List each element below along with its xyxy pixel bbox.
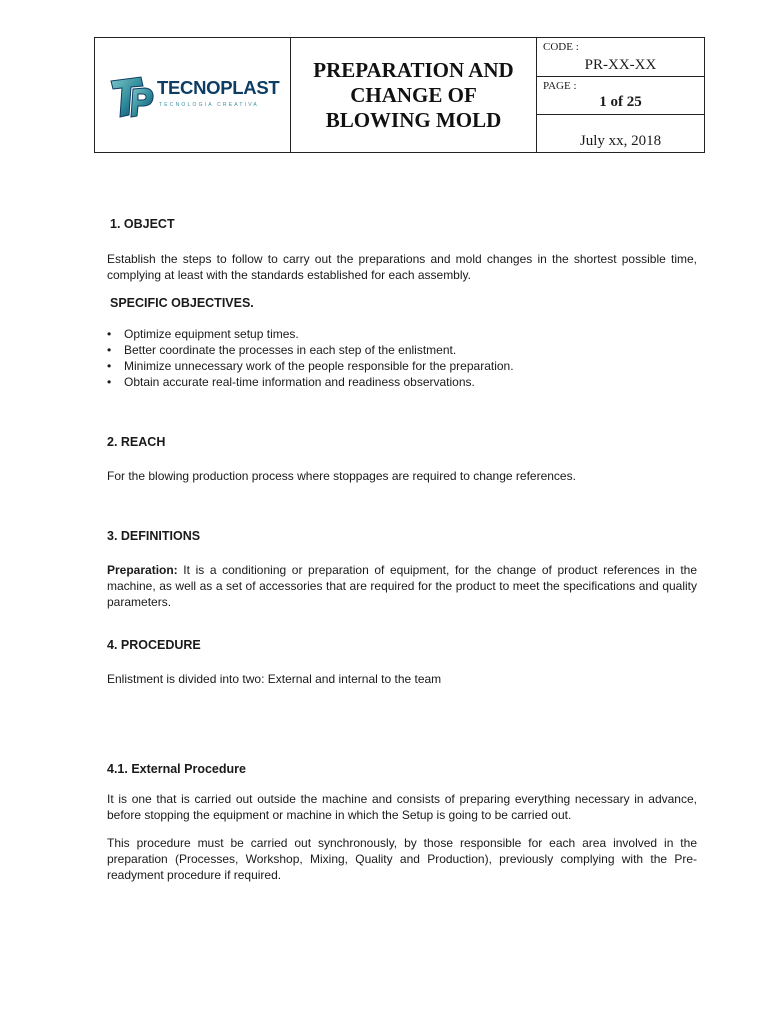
- date-box: [537, 115, 704, 152]
- external-procedure-heading: 4.1. External Procedure: [107, 762, 246, 776]
- document-title: [291, 38, 537, 152]
- logo-cell: [95, 38, 291, 152]
- tecnoplast-logo: [107, 73, 285, 121]
- specific-objectives-heading: SPECIFIC OBJECTIVES.: [110, 296, 254, 310]
- list-item: • Obtain accurate real-time information and readiness observations.: [107, 374, 697, 390]
- page-label: PAGE :: [543, 80, 577, 92]
- definitions-heading: 3. DEFINITIONS: [107, 529, 201, 543]
- definitions-text: [107, 562, 697, 610]
- external-procedure-paragraph-1: It is one that is carried out outside the machine and consists of preparing everything necessary in advance, before stopping the equipment or machine in which the Setup is going to be carried out.: [107, 792, 697, 822]
- code-value: PR-XX-XX: [584, 57, 657, 73]
- code-box: [537, 38, 704, 77]
- title-line: CHANGE OF: [350, 83, 477, 107]
- definition-term: Preparation:: [107, 563, 178, 577]
- list-item: • Minimize unnecessary work of the people responsible for the preparation.: [107, 358, 697, 374]
- procedure-text: Enlistment is divided into two: External and internal to the team: [107, 672, 442, 686]
- page-box: [537, 77, 704, 115]
- logo-tagline: TECNOLOGIA CREATIVA: [159, 102, 259, 108]
- object-heading: 1. OBJECT: [110, 217, 175, 231]
- list-item: • Better coordinate the processes in each step of the enlistment.: [107, 342, 697, 358]
- reach-heading: 2. REACH: [107, 435, 166, 449]
- code-label: CODE :: [543, 41, 579, 53]
- object-text: Establish the steps to follow to carry out the preparations and mold changes in the shortest possible time, complying at least with the standards established for each assembly.: [107, 252, 697, 282]
- definition-body: It is a conditioning or preparation of equipment, for the change of product references in the machine, as well as a set of accessories that are required for the product to meet the specifications and quality parameters.: [107, 563, 697, 609]
- document-header: [94, 37, 705, 153]
- document-date: July xx, 2018: [579, 133, 662, 149]
- title-line: PREPARATION AND: [313, 58, 514, 82]
- tp-logo-icon: [107, 73, 155, 121]
- specific-objectives-list: [107, 326, 697, 390]
- reach-text: For the blowing production process where stoppages are required to change references.: [107, 469, 576, 483]
- page-value: 1 of 25: [599, 94, 642, 110]
- external-procedure-paragraph-2: This procedure must be carried out synchronously, by those responsible for each area involved in the preparation (Processes, Workshop, Mixing, Quality and Production), previously complying with the Pre-readyment procedure if required.: [107, 836, 697, 882]
- logo-name: TECNOPLAST: [157, 77, 280, 98]
- list-item: • Optimize equipment setup times.: [107, 326, 697, 342]
- procedure-heading: 4. PROCEDURE: [107, 638, 201, 652]
- title-line: BLOWING MOLD: [325, 108, 502, 132]
- document-meta: [537, 38, 704, 152]
